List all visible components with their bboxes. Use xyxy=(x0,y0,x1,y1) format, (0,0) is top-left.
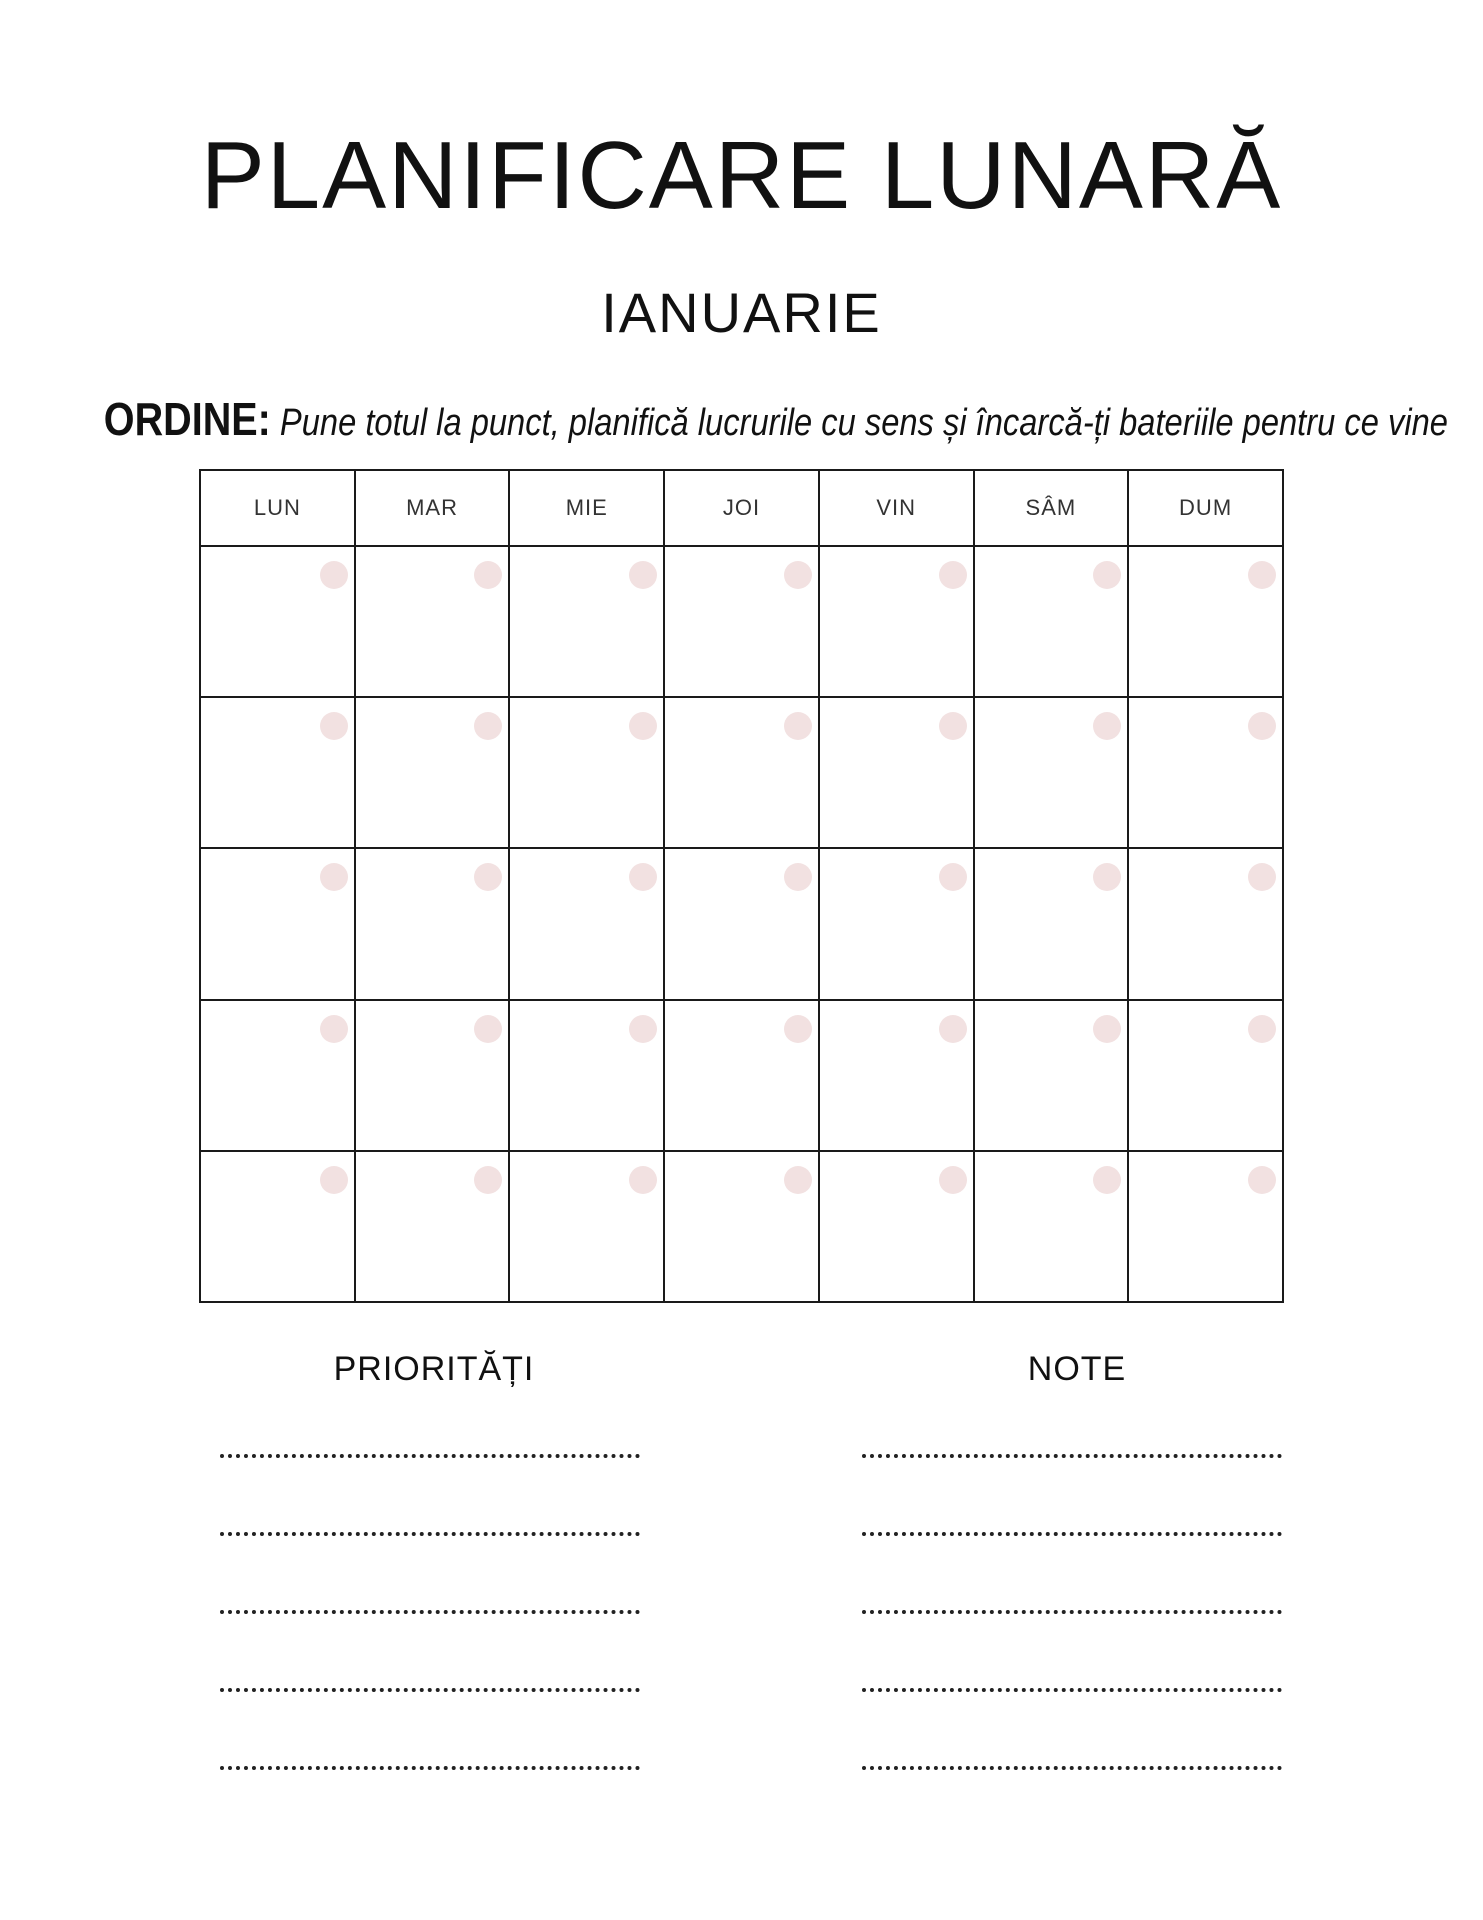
calendar-day-cell xyxy=(664,697,819,848)
day-number-dot xyxy=(939,1166,967,1194)
calendar-day-cell xyxy=(509,1151,664,1302)
day-number-dot xyxy=(784,1015,812,1043)
weekday-header-row xyxy=(200,470,1283,546)
calendar-day-cell xyxy=(509,546,664,697)
calendar-day-cell xyxy=(819,1151,974,1302)
weekday-wed: MIE xyxy=(509,470,664,546)
day-number-dot xyxy=(1093,863,1121,891)
calendar-day-cell xyxy=(819,546,974,697)
priorities-title: PRIORITĂȚI xyxy=(333,1350,535,1388)
day-number-dot xyxy=(320,1015,348,1043)
calendar-week-row xyxy=(200,697,1283,848)
writing-line xyxy=(220,1614,640,1692)
calendar-day-cell xyxy=(200,848,355,999)
day-number-dot xyxy=(784,863,812,891)
calendar-day-cell xyxy=(974,1000,1129,1151)
day-number-dot xyxy=(629,712,657,740)
weekday-tue: MAR xyxy=(355,470,510,546)
calendar-day-cell xyxy=(1128,848,1283,999)
calendar-day-cell xyxy=(1128,1000,1283,1151)
calendar-day-cell xyxy=(355,1151,510,1302)
day-number-dot xyxy=(629,863,657,891)
day-number-dot xyxy=(939,561,967,589)
day-number-dot xyxy=(1248,863,1276,891)
day-number-dot xyxy=(1093,561,1121,589)
calendar-day-cell xyxy=(819,697,974,848)
writing-line xyxy=(862,1692,1282,1770)
calendar-day-cell xyxy=(355,546,510,697)
calendar-day-cell xyxy=(974,697,1129,848)
day-number-dot xyxy=(320,712,348,740)
calendar-day-cell xyxy=(1128,546,1283,697)
calendar-day-cell xyxy=(355,1000,510,1151)
calendar-grid xyxy=(199,469,1284,1303)
writing-line xyxy=(862,1536,1282,1614)
calendar-day-cell xyxy=(509,848,664,999)
calendar-day-cell xyxy=(974,848,1129,999)
day-number-dot xyxy=(1248,1166,1276,1194)
writing-line xyxy=(220,1536,640,1614)
weekday-thu: JOI xyxy=(664,470,819,546)
motto-text: Pune totul la punct, planifică lucrurile cu sens și încarcă-ți bateriile pentru ce vine xyxy=(279,402,1448,444)
notes-lines xyxy=(862,1420,1282,1810)
day-number-dot xyxy=(474,561,502,589)
writing-line xyxy=(220,1458,640,1536)
calendar-day-cell xyxy=(974,1151,1129,1302)
day-number-dot xyxy=(939,712,967,740)
day-number-dot xyxy=(784,1166,812,1194)
writing-line xyxy=(220,1692,640,1770)
day-number-dot xyxy=(320,1166,348,1194)
priorities-lines xyxy=(220,1420,640,1810)
calendar-day-cell xyxy=(664,1000,819,1151)
day-number-dot xyxy=(939,863,967,891)
calendar-day-cell xyxy=(1128,1151,1283,1302)
calendar-day-cell xyxy=(819,848,974,999)
day-number-dot xyxy=(939,1015,967,1043)
calendar-day-cell xyxy=(974,546,1129,697)
day-number-dot xyxy=(629,561,657,589)
day-number-dot xyxy=(784,712,812,740)
calendar-week-row xyxy=(200,848,1283,999)
calendar-day-cell xyxy=(355,848,510,999)
calendar-day-cell xyxy=(200,546,355,697)
calendar-day-cell xyxy=(1128,697,1283,848)
day-number-dot xyxy=(784,561,812,589)
day-number-dot xyxy=(1093,712,1121,740)
day-number-dot xyxy=(474,1015,502,1043)
calendar-body xyxy=(200,546,1283,1302)
page-title: PLANIFICARE LUNARĂ xyxy=(200,122,1283,229)
calendar-week-row xyxy=(200,546,1283,697)
writing-line xyxy=(862,1380,1282,1458)
calendar-week-row xyxy=(200,1000,1283,1151)
day-number-dot xyxy=(1248,712,1276,740)
calendar-day-cell xyxy=(355,697,510,848)
calendar-day-cell xyxy=(509,1000,664,1151)
calendar-day-cell xyxy=(664,546,819,697)
day-number-dot xyxy=(474,863,502,891)
day-number-dot xyxy=(1093,1015,1121,1043)
calendar-day-cell xyxy=(664,1151,819,1302)
day-number-dot xyxy=(1248,561,1276,589)
motto xyxy=(103,393,1448,445)
day-number-dot xyxy=(320,561,348,589)
motto-label: ORDINE: xyxy=(103,393,271,445)
day-number-dot xyxy=(1093,1166,1121,1194)
weekday-sun: DUM xyxy=(1128,470,1283,546)
day-number-dot xyxy=(1248,1015,1276,1043)
calendar-week-row xyxy=(200,1151,1283,1302)
calendar-day-cell xyxy=(200,1000,355,1151)
calendar-day-cell xyxy=(509,697,664,848)
notes-title: NOTE xyxy=(1027,1350,1127,1388)
day-number-dot xyxy=(474,1166,502,1194)
writing-line xyxy=(862,1458,1282,1536)
calendar-day-cell xyxy=(819,1000,974,1151)
day-number-dot xyxy=(474,712,502,740)
day-number-dot xyxy=(629,1166,657,1194)
month-title: IANUARIE xyxy=(601,281,882,344)
weekday-sat: SÂM xyxy=(974,470,1129,546)
day-number-dot xyxy=(320,863,348,891)
calendar-day-cell xyxy=(664,848,819,999)
calendar-day-cell xyxy=(200,1151,355,1302)
writing-line xyxy=(862,1614,1282,1692)
day-number-dot xyxy=(629,1015,657,1043)
weekday-mon: LUN xyxy=(200,470,355,546)
calendar-day-cell xyxy=(200,697,355,848)
weekday-fri: VIN xyxy=(819,470,974,546)
writing-line xyxy=(220,1380,640,1458)
